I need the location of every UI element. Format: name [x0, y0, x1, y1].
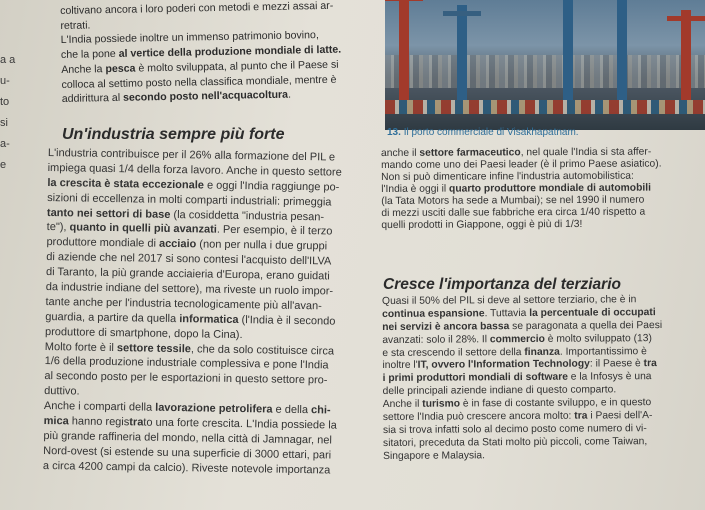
margin-fragment: si	[0, 117, 8, 129]
margin-fragment: a-	[0, 138, 10, 150]
text-line: produttore mondiale di acciaio (non per nulla i due gruppi	[46, 236, 328, 253]
text-line: l'India è oggi il quarto produttore mondiale di automobili	[381, 182, 651, 195]
text-line: sia si trova infatti solo al decimo posto come numero di vi-	[382, 423, 647, 436]
crane-icon	[399, 0, 409, 100]
text-line: che la pone al vertice della produzione mondiale di latte.	[60, 43, 342, 62]
margin-fragment: to	[0, 96, 10, 108]
text-line: retrati.	[60, 19, 91, 32]
section-heading-industry: Un'industria sempre più forte	[62, 126, 285, 143]
text-line: guardia, a partire da quella informatica (l'India è il secondo	[45, 310, 336, 328]
text-line: sitatori, preceduta da Stati molto più piccoli, come Taiwan,	[382, 435, 648, 449]
text-line: quelli prodotti in Giappone, oggi è più di 1/3!	[381, 218, 583, 231]
text-line: Anche la pesca è molto sviluppata, al punto che il Paese si	[61, 58, 339, 76]
text-line: a circa 4200 campi da calcio). Riveste notevole importanza	[42, 459, 331, 477]
margin-fragment: a a	[0, 54, 16, 66]
text-line: produttore di smartphone, dopo la Cina).	[44, 325, 243, 341]
industry-column	[43, 146, 368, 479]
text-line: mando come uno dei Paesi leader (è il primo Paese asiatico).	[381, 158, 662, 171]
text-line: 1/6 della produzione industriale complessiva e pone l'India	[44, 355, 329, 372]
margin-fragment: u-	[0, 75, 10, 87]
text-line: la crescita è stata eccezionale e oggi l'India raggiunge po-	[47, 176, 340, 194]
text-line: Quasi il 50% del PIL si deve al settore terziario, che è in	[382, 294, 637, 307]
container-dock	[385, 100, 705, 114]
text-line: e sta crescendo il settore della finanza. Importantissimo è	[382, 345, 647, 359]
text-line: L'industria contribuisce per il 26% alla formazione del PIL e	[47, 146, 336, 164]
crane-icon	[563, 0, 573, 100]
port-photo	[385, 0, 705, 130]
text-line: L'India possiede inoltre un immenso patrimonio bovino,	[60, 29, 319, 47]
margin-fragment: e	[0, 159, 7, 171]
text-line: coltivano ancora i loro poderi con metodi e mezzi assai ar-	[60, 0, 334, 17]
agriculture-paragraph	[60, 0, 392, 107]
text-line: (la Tata Motors ha sede a Mumbai); se nel 1990 il numero	[381, 194, 645, 207]
text-line: al secondo posto per le esportazioni in questo settore pro-	[44, 370, 328, 387]
services-column	[382, 294, 705, 464]
text-line: addirittura al secondo posto nell'acquacoltura.	[61, 88, 292, 106]
text-line: di Taranto, la più grande acciaieria d'Europa, erano guidati	[45, 266, 330, 283]
text-line: colloca al settimo posto nella classifica mondiale, mentre è	[61, 73, 337, 91]
crane-icon	[681, 10, 691, 100]
text-line: di aziende che nel 2017 si sono contesi l'acquisto dell'ILVA	[46, 251, 332, 268]
text-line: sizioni di eccellenza in molti comparti industriali: primeggia	[47, 191, 332, 209]
caption-number: 13.	[387, 127, 401, 138]
text-line: inoltre l'IT, ovvero l'Information Technology: il Paese è tra	[382, 358, 657, 372]
text-line: continua espansione. Tuttavia la percentuale di occupati	[382, 306, 656, 320]
industry-column-continued	[381, 146, 705, 232]
text-line: te"), quanto in quelli più avanzati. Per esempio, è il terzo	[46, 221, 333, 238]
text-line: Anche i comparti della lavorazione petrolifera e della chi-	[43, 400, 331, 417]
text-line: Anche il turismo è in fase di costante sviluppo, e in questo	[382, 397, 652, 411]
text-line: i primi produttori mondiali di software e la Infosys è una	[382, 371, 652, 385]
text-line: più grande raffineria del mondo, nella città di Jamnagar, nel	[43, 429, 332, 447]
text-line: tante anche per l'industria tecnologicamente più all'avan-	[45, 295, 322, 313]
caption-text: Il porto commerciale di Visakhapatnam.	[403, 127, 579, 138]
text-line: di mezzi usciti dalle sue fabbriche era circa 1/40 rispetto a	[381, 206, 646, 219]
crane-icon	[617, 0, 627, 100]
text-line: da industrie indiane del settore), ma riveste un ruolo impor-	[45, 280, 334, 298]
text-line: delle principali aziende indiane di questo comparto.	[382, 384, 617, 398]
text-line: avanzati: solo il 28%. Il commercio è molto sviluppato (13)	[382, 332, 652, 346]
text-line: nei servizi è ancora bassa se paragonata a quella dei Paesi	[382, 319, 663, 333]
text-line: Singapore e Malaysia.	[383, 449, 486, 462]
text-line: settore l'India può crescere ancora molto: tra i Paesi dell'A-	[382, 410, 653, 424]
text-line: duttivo.	[44, 385, 80, 398]
crane-icon	[457, 5, 467, 100]
text-line: mica hanno registrato una forte crescita. L'India possiede la	[43, 414, 337, 432]
text-line: impiega quasi 1/4 della forza lavoro. Anche in questo settore	[47, 161, 342, 179]
photo-caption	[387, 127, 705, 139]
left-margin-fragments	[0, 50, 18, 176]
section-heading-services: Cresce l'importanza del terziario	[383, 276, 621, 293]
text-line: anche il settore farmaceutico, nel quale l'India si sta affer-	[381, 146, 652, 159]
text-line: Molto forte è il settore tessile, che da solo costituisce circa	[44, 340, 335, 358]
text-line: Nord-ovest (si estende su una superficie di 3000 ettari, pari	[43, 444, 332, 462]
text-line: tanto nei settori di base (la cosiddetta "industria pesan-	[46, 206, 325, 223]
text-line: Non si può dimenticare infine l'industria automobilistica:	[381, 170, 634, 183]
